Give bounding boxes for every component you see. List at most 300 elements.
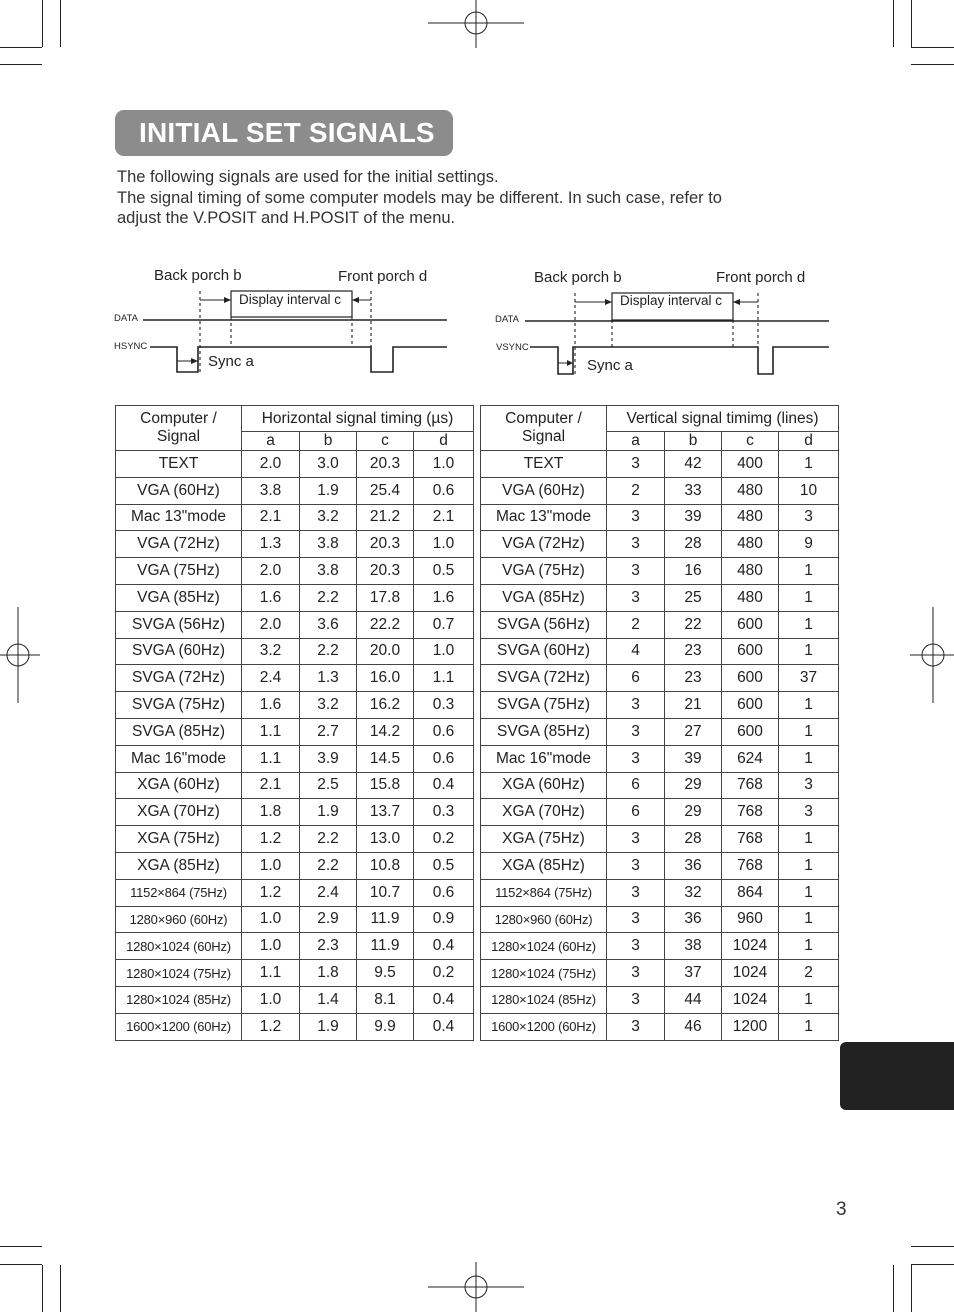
value-a-cell: 1.0 bbox=[242, 852, 300, 879]
value-d-cell: 1 bbox=[779, 692, 839, 719]
signal-cell: 1600×1200 (60Hz) bbox=[116, 1013, 242, 1040]
registration-mark-right bbox=[910, 607, 954, 703]
value-d-cell: 3 bbox=[779, 772, 839, 799]
crop-mark bbox=[42, 0, 43, 47]
table-row bbox=[481, 799, 839, 826]
value-a-cell: 3 bbox=[607, 986, 665, 1013]
value-a-cell: 2.0 bbox=[242, 611, 300, 638]
crop-mark bbox=[0, 1264, 42, 1265]
signal-cell: Mac 16"mode bbox=[481, 745, 607, 772]
signal-cell: 1280×1024 (85Hz) bbox=[116, 986, 242, 1013]
value-b-cell: 3.2 bbox=[300, 504, 357, 531]
value-a-cell: 1.2 bbox=[242, 1013, 300, 1040]
value-a-cell: 6 bbox=[607, 772, 665, 799]
value-a-cell: 1.0 bbox=[242, 906, 300, 933]
value-c-cell: 16.0 bbox=[357, 665, 414, 692]
signal-column-header bbox=[481, 406, 607, 451]
value-a-cell: 2 bbox=[607, 477, 665, 504]
value-d-cell: 37 bbox=[779, 665, 839, 692]
value-d-cell: 0.6 bbox=[414, 477, 474, 504]
value-b-cell: 16 bbox=[665, 558, 722, 585]
value-b-cell: 2.7 bbox=[300, 718, 357, 745]
value-d-cell: 1.6 bbox=[414, 584, 474, 611]
signal-cell: 1280×1024 (75Hz) bbox=[116, 960, 242, 987]
value-a-cell: 1.0 bbox=[242, 986, 300, 1013]
data-line-label: DATA bbox=[114, 313, 138, 324]
registration-mark-left bbox=[0, 607, 40, 703]
value-b-cell: 22 bbox=[665, 611, 722, 638]
sync-line-label: HSYNC bbox=[114, 341, 148, 352]
value-b-cell: 2.2 bbox=[300, 852, 357, 879]
value-b-cell: 1.3 bbox=[300, 665, 357, 692]
value-d-cell: 0.7 bbox=[414, 611, 474, 638]
value-d-cell: 0.5 bbox=[414, 852, 474, 879]
value-a-cell: 3 bbox=[607, 692, 665, 719]
value-d-cell: 0.4 bbox=[414, 933, 474, 960]
crop-mark bbox=[911, 1265, 912, 1312]
value-a-cell: 3 bbox=[607, 1013, 665, 1040]
registration-mark-bottom bbox=[428, 1262, 524, 1312]
value-a-cell: 2.1 bbox=[242, 772, 300, 799]
column-header-c: c bbox=[722, 432, 779, 451]
value-c-cell: 400 bbox=[722, 451, 779, 478]
value-a-cell: 3 bbox=[607, 745, 665, 772]
value-a-cell: 3 bbox=[607, 879, 665, 906]
vertical-timing-diagram bbox=[492, 262, 837, 380]
value-b-cell: 36 bbox=[665, 906, 722, 933]
value-c-cell: 11.9 bbox=[357, 933, 414, 960]
value-c-cell: 22.2 bbox=[357, 611, 414, 638]
value-a-cell: 1.1 bbox=[242, 745, 300, 772]
signal-cell: VGA (85Hz) bbox=[481, 584, 607, 611]
crop-mark bbox=[60, 0, 61, 47]
value-a-cell: 2.0 bbox=[242, 451, 300, 478]
timing-group-header: Horizontal signal timing (µs) bbox=[242, 406, 474, 432]
sync-label: Sync a bbox=[587, 357, 633, 374]
intro-line: The signal timing of some computer models may be different. In such case, refer to bbox=[117, 188, 722, 207]
table-row bbox=[481, 611, 839, 638]
value-b-cell: 2.9 bbox=[300, 906, 357, 933]
value-c-cell: 10.7 bbox=[357, 879, 414, 906]
table-row bbox=[481, 692, 839, 719]
table-row bbox=[116, 611, 474, 638]
page-title: INITIAL SET SIGNALS bbox=[139, 117, 435, 148]
table-row bbox=[116, 933, 474, 960]
table-row bbox=[481, 745, 839, 772]
value-d-cell: 10 bbox=[779, 477, 839, 504]
value-d-cell: 0.2 bbox=[414, 826, 474, 853]
value-b-cell: 29 bbox=[665, 772, 722, 799]
value-c-cell: 600 bbox=[722, 692, 779, 719]
header-text: Computer / bbox=[140, 410, 217, 427]
value-d-cell: 0.6 bbox=[414, 745, 474, 772]
value-d-cell: 0.4 bbox=[414, 772, 474, 799]
value-c-cell: 960 bbox=[722, 906, 779, 933]
signal-cell: 1152×864 (75Hz) bbox=[481, 879, 607, 906]
crop-mark bbox=[60, 1265, 61, 1312]
header-text: Signal bbox=[521, 428, 566, 445]
crop-mark bbox=[0, 64, 42, 65]
value-d-cell: 1.0 bbox=[414, 531, 474, 558]
value-c-cell: 17.8 bbox=[357, 584, 414, 611]
crop-mark bbox=[42, 1265, 43, 1312]
crop-mark bbox=[911, 0, 912, 47]
value-c-cell: 16.2 bbox=[357, 692, 414, 719]
value-a-cell: 3.2 bbox=[242, 638, 300, 665]
value-b-cell: 32 bbox=[665, 879, 722, 906]
table-row bbox=[481, 718, 839, 745]
header-text: Signal bbox=[156, 428, 201, 445]
value-b-cell: 42 bbox=[665, 451, 722, 478]
value-b-cell: 38 bbox=[665, 933, 722, 960]
value-b-cell: 3.8 bbox=[300, 558, 357, 585]
value-b-cell: 23 bbox=[665, 665, 722, 692]
front-porch-label: Front porch d bbox=[338, 268, 428, 285]
column-header-d: d bbox=[414, 432, 474, 451]
signal-cell: XGA (75Hz) bbox=[116, 826, 242, 853]
page-number: 3 bbox=[836, 1199, 847, 1220]
signal-cell: 1280×960 (60Hz) bbox=[481, 906, 607, 933]
signal-cell: SVGA (85Hz) bbox=[116, 718, 242, 745]
value-c-cell: 600 bbox=[722, 611, 779, 638]
header-text: Computer / bbox=[505, 410, 582, 427]
signal-column-header bbox=[116, 406, 242, 451]
value-a-cell: 1.1 bbox=[242, 718, 300, 745]
crop-mark bbox=[911, 47, 954, 48]
signal-cell: XGA (85Hz) bbox=[481, 852, 607, 879]
signal-cell: VGA (75Hz) bbox=[481, 558, 607, 585]
value-c-cell: 480 bbox=[722, 504, 779, 531]
signal-cell: Mac 13"mode bbox=[116, 504, 242, 531]
value-b-cell: 2.2 bbox=[300, 826, 357, 853]
value-c-cell: 864 bbox=[722, 879, 779, 906]
value-d-cell: 1 bbox=[779, 852, 839, 879]
value-c-cell: 624 bbox=[722, 745, 779, 772]
table-row bbox=[481, 451, 839, 478]
signal-cell: XGA (75Hz) bbox=[481, 826, 607, 853]
table-row bbox=[116, 852, 474, 879]
table-row bbox=[481, 852, 839, 879]
value-d-cell: 0.9 bbox=[414, 906, 474, 933]
signal-cell: VGA (85Hz) bbox=[116, 584, 242, 611]
intro-line: The following signals are used for the initial settings. bbox=[117, 168, 499, 186]
table-row bbox=[481, 826, 839, 853]
value-a-cell: 6 bbox=[607, 665, 665, 692]
value-d-cell: 3 bbox=[779, 799, 839, 826]
signal-cell: SVGA (72Hz) bbox=[116, 665, 242, 692]
value-c-cell: 1024 bbox=[722, 960, 779, 987]
value-a-cell: 6 bbox=[607, 799, 665, 826]
value-b-cell: 3.6 bbox=[300, 611, 357, 638]
value-c-cell: 1200 bbox=[722, 1013, 779, 1040]
crop-mark bbox=[0, 1246, 42, 1247]
signal-cell: TEXT bbox=[116, 451, 242, 478]
table-row bbox=[116, 960, 474, 987]
signal-cell: VGA (60Hz) bbox=[116, 477, 242, 504]
value-d-cell: 1 bbox=[779, 611, 839, 638]
table-row bbox=[116, 986, 474, 1013]
back-porch-label: Back porch b bbox=[154, 267, 242, 284]
value-c-cell: 25.4 bbox=[357, 477, 414, 504]
value-b-cell: 27 bbox=[665, 718, 722, 745]
table-row bbox=[481, 772, 839, 799]
value-c-cell: 13.0 bbox=[357, 826, 414, 853]
value-d-cell: 0.2 bbox=[414, 960, 474, 987]
table-row bbox=[116, 665, 474, 692]
signal-cell: 1280×1024 (85Hz) bbox=[481, 986, 607, 1013]
value-d-cell: 1.1 bbox=[414, 665, 474, 692]
value-b-cell: 39 bbox=[665, 745, 722, 772]
sync-line-label: VSYNC bbox=[496, 342, 529, 353]
value-b-cell: 1.8 bbox=[300, 960, 357, 987]
value-d-cell: 0.6 bbox=[414, 718, 474, 745]
column-header-b: b bbox=[665, 432, 722, 451]
intro-paragraph bbox=[117, 167, 837, 229]
section-tab bbox=[840, 1042, 954, 1110]
value-a-cell: 1.0 bbox=[242, 933, 300, 960]
value-c-cell: 480 bbox=[722, 477, 779, 504]
table-row bbox=[116, 584, 474, 611]
value-b-cell: 3.2 bbox=[300, 692, 357, 719]
value-c-cell: 8.1 bbox=[357, 986, 414, 1013]
value-d-cell: 1 bbox=[779, 1013, 839, 1040]
table-row bbox=[481, 558, 839, 585]
value-d-cell: 1 bbox=[779, 638, 839, 665]
value-d-cell: 1 bbox=[779, 451, 839, 478]
signal-cell: SVGA (56Hz) bbox=[116, 611, 242, 638]
signal-cell: Mac 16"mode bbox=[116, 745, 242, 772]
signal-cell: SVGA (56Hz) bbox=[481, 611, 607, 638]
value-d-cell: 0.3 bbox=[414, 692, 474, 719]
signal-cell: VGA (60Hz) bbox=[481, 477, 607, 504]
value-d-cell: 1 bbox=[779, 745, 839, 772]
display-interval-label: Display interval c bbox=[620, 293, 723, 308]
value-c-cell: 600 bbox=[722, 718, 779, 745]
table-row bbox=[481, 665, 839, 692]
table-row bbox=[481, 879, 839, 906]
timing-group-header: Vertical signal timimg (lines) bbox=[607, 406, 839, 432]
section-title-banner bbox=[115, 110, 453, 156]
value-b-cell: 39 bbox=[665, 504, 722, 531]
vertical-timing-table bbox=[480, 405, 839, 1041]
table-row bbox=[116, 745, 474, 772]
value-d-cell: 2 bbox=[779, 960, 839, 987]
value-b-cell: 46 bbox=[665, 1013, 722, 1040]
signal-cell: 1152×864 (75Hz) bbox=[116, 879, 242, 906]
signal-cell: XGA (70Hz) bbox=[116, 799, 242, 826]
value-b-cell: 2.2 bbox=[300, 638, 357, 665]
signal-cell: 1280×1024 (60Hz) bbox=[116, 933, 242, 960]
value-a-cell: 2.0 bbox=[242, 558, 300, 585]
value-b-cell: 1.9 bbox=[300, 1013, 357, 1040]
signal-cell: XGA (60Hz) bbox=[481, 772, 607, 799]
signal-cell: XGA (60Hz) bbox=[116, 772, 242, 799]
signal-cell: 1280×1024 (75Hz) bbox=[481, 960, 607, 987]
value-d-cell: 0.6 bbox=[414, 879, 474, 906]
value-c-cell: 600 bbox=[722, 638, 779, 665]
value-a-cell: 2.4 bbox=[242, 665, 300, 692]
value-b-cell: 37 bbox=[665, 960, 722, 987]
table-row bbox=[481, 933, 839, 960]
crop-mark bbox=[911, 64, 954, 65]
value-a-cell: 2 bbox=[607, 611, 665, 638]
table-row bbox=[481, 504, 839, 531]
crop-mark bbox=[0, 47, 42, 48]
value-c-cell: 9.9 bbox=[357, 1013, 414, 1040]
value-a-cell: 3 bbox=[607, 558, 665, 585]
signal-cell: SVGA (60Hz) bbox=[116, 638, 242, 665]
value-a-cell: 1.6 bbox=[242, 692, 300, 719]
value-c-cell: 10.8 bbox=[357, 852, 414, 879]
table-row bbox=[481, 960, 839, 987]
value-d-cell: 0.4 bbox=[414, 986, 474, 1013]
signal-cell: SVGA (60Hz) bbox=[481, 638, 607, 665]
column-header-d: d bbox=[779, 432, 839, 451]
value-a-cell: 3 bbox=[607, 718, 665, 745]
value-c-cell: 1024 bbox=[722, 986, 779, 1013]
value-c-cell: 14.5 bbox=[357, 745, 414, 772]
value-b-cell: 23 bbox=[665, 638, 722, 665]
value-c-cell: 480 bbox=[722, 558, 779, 585]
value-a-cell: 1.8 bbox=[242, 799, 300, 826]
signal-cell: SVGA (75Hz) bbox=[481, 692, 607, 719]
table-row bbox=[116, 879, 474, 906]
table-row bbox=[116, 799, 474, 826]
value-a-cell: 3 bbox=[607, 960, 665, 987]
value-d-cell: 3 bbox=[779, 504, 839, 531]
table-row bbox=[116, 692, 474, 719]
value-a-cell: 1.2 bbox=[242, 879, 300, 906]
value-b-cell: 25 bbox=[665, 584, 722, 611]
value-b-cell: 3.9 bbox=[300, 745, 357, 772]
table-row bbox=[481, 584, 839, 611]
value-b-cell: 28 bbox=[665, 826, 722, 853]
signal-cell: 1280×960 (60Hz) bbox=[116, 906, 242, 933]
value-c-cell: 14.2 bbox=[357, 718, 414, 745]
table-header-row bbox=[481, 406, 839, 432]
signal-cell: TEXT bbox=[481, 451, 607, 478]
value-c-cell: 20.3 bbox=[357, 558, 414, 585]
intro-line: adjust the V.POSIT and H.POSIT of the menu. bbox=[117, 209, 456, 227]
value-b-cell: 36 bbox=[665, 852, 722, 879]
value-b-cell: 3.8 bbox=[300, 531, 357, 558]
back-porch-label: Back porch b bbox=[534, 269, 622, 286]
column-header-b: b bbox=[300, 432, 357, 451]
crop-mark bbox=[893, 0, 894, 47]
table-row bbox=[481, 638, 839, 665]
value-a-cell: 3 bbox=[607, 584, 665, 611]
column-header-c: c bbox=[357, 432, 414, 451]
value-a-cell: 3 bbox=[607, 531, 665, 558]
table-row bbox=[116, 638, 474, 665]
value-a-cell: 2.1 bbox=[242, 504, 300, 531]
value-a-cell: 3.8 bbox=[242, 477, 300, 504]
table-row bbox=[116, 451, 474, 478]
value-d-cell: 9 bbox=[779, 531, 839, 558]
value-d-cell: 1.0 bbox=[414, 638, 474, 665]
value-c-cell: 20.3 bbox=[357, 451, 414, 478]
table-header-row bbox=[116, 406, 474, 432]
value-d-cell: 1 bbox=[779, 906, 839, 933]
horizontal-timing-diagram bbox=[110, 262, 455, 380]
signal-cell: VGA (72Hz) bbox=[481, 531, 607, 558]
value-b-cell: 28 bbox=[665, 531, 722, 558]
crop-mark bbox=[911, 1264, 954, 1265]
value-b-cell: 2.3 bbox=[300, 933, 357, 960]
value-c-cell: 768 bbox=[722, 799, 779, 826]
display-interval-label: Display interval c bbox=[239, 292, 342, 307]
value-c-cell: 1024 bbox=[722, 933, 779, 960]
crop-mark bbox=[911, 1246, 954, 1247]
value-d-cell: 1 bbox=[779, 718, 839, 745]
column-header-a: a bbox=[607, 432, 665, 451]
value-c-cell: 768 bbox=[722, 826, 779, 853]
signal-cell: Mac 13"mode bbox=[481, 504, 607, 531]
column-header-a: a bbox=[242, 432, 300, 451]
value-a-cell: 3 bbox=[607, 933, 665, 960]
signal-cell: SVGA (75Hz) bbox=[116, 692, 242, 719]
value-d-cell: 1 bbox=[779, 826, 839, 853]
value-d-cell: 1 bbox=[779, 584, 839, 611]
value-b-cell: 2.2 bbox=[300, 584, 357, 611]
value-b-cell: 44 bbox=[665, 986, 722, 1013]
value-c-cell: 480 bbox=[722, 531, 779, 558]
table-row bbox=[481, 1013, 839, 1040]
value-a-cell: 1.3 bbox=[242, 531, 300, 558]
value-d-cell: 1.0 bbox=[414, 451, 474, 478]
front-porch-label: Front porch d bbox=[716, 269, 806, 286]
value-c-cell: 480 bbox=[722, 584, 779, 611]
data-line-label: DATA bbox=[495, 314, 519, 325]
signal-cell: VGA (72Hz) bbox=[116, 531, 242, 558]
table-row bbox=[116, 504, 474, 531]
value-d-cell: 0.3 bbox=[414, 799, 474, 826]
value-c-cell: 600 bbox=[722, 665, 779, 692]
table-row bbox=[481, 986, 839, 1013]
table-row bbox=[481, 906, 839, 933]
signal-cell: 1280×1024 (60Hz) bbox=[481, 933, 607, 960]
horizontal-timing-table bbox=[115, 405, 474, 1041]
value-d-cell: 0.4 bbox=[414, 1013, 474, 1040]
table-row bbox=[481, 531, 839, 558]
value-c-cell: 9.5 bbox=[357, 960, 414, 987]
signal-cell: VGA (75Hz) bbox=[116, 558, 242, 585]
value-b-cell: 29 bbox=[665, 799, 722, 826]
value-b-cell: 3.0 bbox=[300, 451, 357, 478]
value-c-cell: 768 bbox=[722, 852, 779, 879]
value-a-cell: 1.6 bbox=[242, 584, 300, 611]
value-a-cell: 3 bbox=[607, 504, 665, 531]
value-a-cell: 3 bbox=[607, 906, 665, 933]
sync-label: Sync a bbox=[208, 353, 254, 370]
value-a-cell: 4 bbox=[607, 638, 665, 665]
value-b-cell: 21 bbox=[665, 692, 722, 719]
signal-cell: XGA (70Hz) bbox=[481, 799, 607, 826]
value-d-cell: 2.1 bbox=[414, 504, 474, 531]
value-b-cell: 1.9 bbox=[300, 477, 357, 504]
signal-cell: 1600×1200 (60Hz) bbox=[481, 1013, 607, 1040]
value-b-cell: 2.4 bbox=[300, 879, 357, 906]
table-row bbox=[116, 826, 474, 853]
value-a-cell: 1.1 bbox=[242, 960, 300, 987]
table-row bbox=[116, 531, 474, 558]
value-a-cell: 3 bbox=[607, 451, 665, 478]
value-b-cell: 33 bbox=[665, 477, 722, 504]
table-row bbox=[116, 477, 474, 504]
value-d-cell: 1 bbox=[779, 558, 839, 585]
value-c-cell: 11.9 bbox=[357, 906, 414, 933]
value-c-cell: 20.0 bbox=[357, 638, 414, 665]
